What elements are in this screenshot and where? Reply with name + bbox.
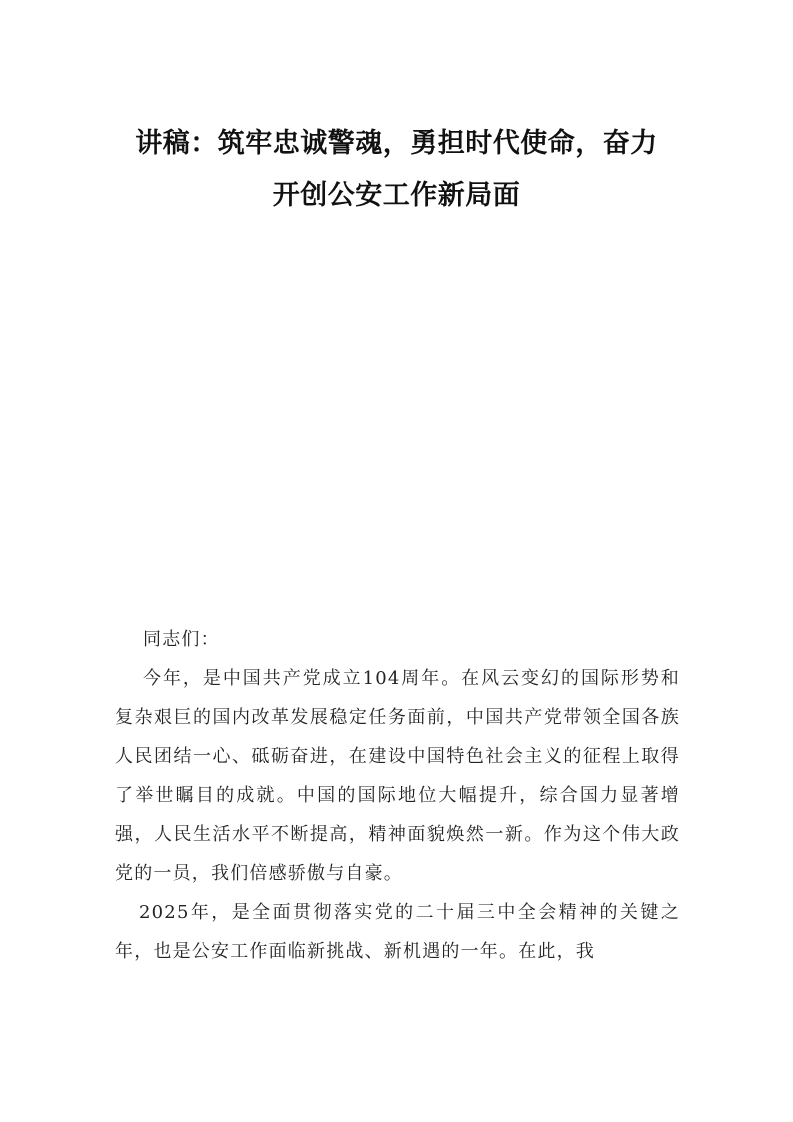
document-title bbox=[100, 118, 693, 222]
salutation: 同志们： bbox=[143, 629, 220, 650]
paragraph-1: 今年，是中国共产党成立104周年。在风云变幻的国际形势和复杂艰巨的国内改革发展稳定任务面前，中国共产党带领全国各族人民团结一心、砥砺奋进，在建设中国特色社会主义的征程上取得了举世瞩目的成就。中国的国际地位大幅提升，综合国力显著增强，人民生活水平不断提高，精神面貌焕然一新。作为这个伟大政党的一员，我们倍感骄傲与自豪。 bbox=[115, 668, 680, 884]
paragraph-2: 2025年，是全面贯彻落实党的二十届三中全会精神的关键之年，也是公安工作面临新挑战、新机遇的一年。在此，我 bbox=[115, 902, 680, 962]
title-line-2: 开创公安工作新局面 bbox=[272, 180, 521, 211]
document-body bbox=[115, 620, 680, 971]
title-line-1: 讲稿：筑牢忠诚警魂，勇担时代使命，奋力 bbox=[135, 128, 658, 159]
